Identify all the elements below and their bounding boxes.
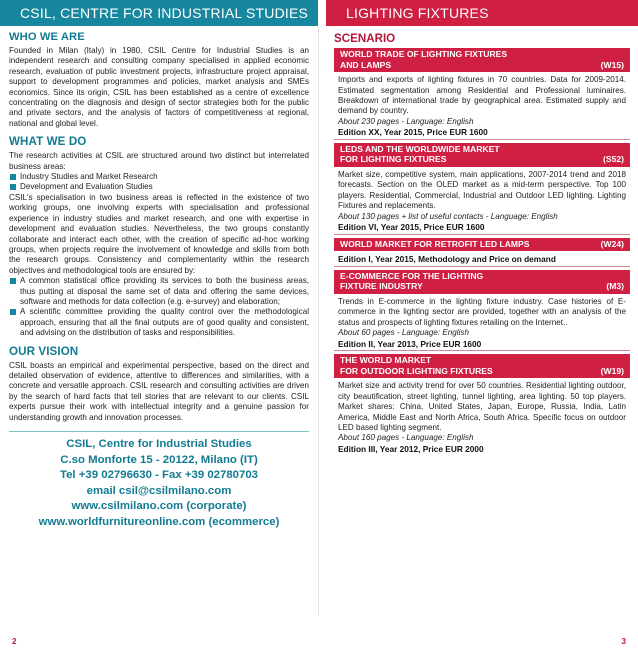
- square-bullet-icon: [10, 278, 16, 284]
- report-title-bar: [334, 143, 630, 167]
- contact-block: [9, 431, 309, 531]
- left-page: [0, 0, 318, 654]
- report-entry: [334, 238, 630, 267]
- report-description: Trends in E-commerce in the lighting fixture industry. Case histories of E-commerce in the lighting sector are provided, together with an analysis of the status and prospects of lighting fixtures retailing on the Internet..: [338, 297, 626, 327]
- contact-phone: Tel +39 02796630 - Fax +39 02780703: [59, 469, 259, 482]
- our-vision-heading: OUR VISION: [9, 344, 79, 358]
- report-title-line: FOR OUTDOOR LIGHTING FIXTURES: [340, 365, 493, 376]
- scenario-heading: SCENARIO: [334, 32, 396, 45]
- report-title-line: AND LAMPS: [340, 59, 392, 70]
- page-number-left: 2: [12, 637, 17, 646]
- report-meta: About 230 pages - Language: English: [338, 116, 474, 126]
- report-entry: [334, 143, 630, 235]
- square-bullet-icon: [10, 184, 16, 190]
- report-entry: [334, 48, 630, 140]
- report-entry: [334, 270, 630, 351]
- report-title-bar: [334, 238, 630, 252]
- what-we-do-heading: WHAT WE DO: [9, 135, 87, 149]
- report-title-line: WORLD MARKET FOR RETROFIT LED LAMPS: [340, 238, 530, 249]
- ensured-item: A common statistical office providing its services to both the business areas, thus putting at disposal the same set of data and offering the same devices, software and methods for data collection (e.g. e-survey) and elaboration;: [9, 276, 309, 307]
- report-title-line: THE WORLD MARKET: [340, 355, 432, 366]
- report-description: Imports and exports of lighting fixtures in 70 countries. Data for 2009-2014. Estimated segmentation among Residential and Professional luminaires. Breakdown of international trade by geographical area. Estimated supply and demand by country.: [338, 75, 626, 116]
- right-page: [326, 0, 638, 654]
- report-edition: Edition I, Year 2015, Methodology and Price on demand: [338, 254, 556, 265]
- report-meta: About 160 pages - Language: English: [338, 433, 474, 443]
- what-we-do-text: CSIL's specialisation in two business areas is reflected in the existence of two working groups, one involving experts with specialisation and professional experience in industry studies and market research, and one with expertise in development and evaluation studies. Nevertheless, the two groups constantly collaborate and interact each other, with the creation of specific ad-hoc working groups, when projects require the involvement of knowledge and skills from both the research groups. Consistency and complementarity within the research objectives and methodological tools are ensured by:: [9, 192, 309, 275]
- page-divider: [318, 26, 319, 616]
- left-section-band: CSIL, CENTRE FOR INDUSTRIAL STUDIES: [0, 0, 318, 26]
- report-description: Market size, competitive system, main applications, 2007-2014 trend and 2018 forecasts. Section on the OLED market as a mid-term perspective. Top 100 players. Residential, Commercial, Industrial and Outdoor LED lighting. Lighting Fixtures and replacements.: [338, 170, 626, 211]
- report-title-line: WORLD TRADE OF LIGHTING FIXTURES: [340, 49, 508, 59]
- contact-address: C.so Monforte 15 - 20122, Milano (IT): [60, 453, 258, 466]
- report-title-line: FIXTURE INDUSTRY: [340, 281, 423, 292]
- contact-website-corporate[interactable]: www.csilmilano.com (corporate): [71, 500, 247, 513]
- report-description: Market size and activity trend for over 50 countries. Residential lighting outdoor, city beautification, street lighting, tunnel lighting, area lighting. 50 top players. Market shares: China, United States, Japan, Europe, Russia, India, Latin America, Middle East and North Africa, South Africa. Specific focus on outdoor LED based lighting segment.: [338, 381, 626, 433]
- business-area-item: Development and Evaluation Studies: [9, 182, 309, 192]
- report-title-line: FOR LIGHTING FIXTURES: [340, 154, 447, 165]
- ensured-item: A scientific committee providing the quality control over the methodological approach, ensuring that all the final outputs are of good quality and consistent, and advising on the distribution of tasks and responsibilities.: [9, 307, 309, 338]
- business-area-item: Industry Studies and Market Research: [9, 172, 309, 182]
- what-we-do-intro: The research activities at CSIL are structured around two distinct but interrelated business areas:: [9, 151, 309, 171]
- report-code: (W19): [600, 365, 624, 376]
- square-bullet-icon: [10, 174, 16, 180]
- report-title-line: E-COMMERCE FOR THE LIGHTING: [340, 270, 484, 281]
- page-number-right: 3: [621, 637, 626, 646]
- report-code: (W15): [600, 59, 624, 70]
- report-title-bar: [334, 48, 630, 72]
- report-title-bar: [334, 354, 630, 378]
- who-we-are-heading: WHO WE ARE: [9, 31, 85, 43]
- report-title-line: LEDS AND THE WORLDWIDE MARKET: [340, 143, 500, 154]
- report-edition: Edition VI, Year 2015, Price EUR 1600: [338, 222, 485, 233]
- report-code: (W24): [600, 238, 624, 249]
- report-title-bar: [334, 270, 630, 294]
- square-bullet-icon: [10, 309, 16, 315]
- contact-website-ecommerce[interactable]: www.worldfurnitureonline.com (ecommerce): [38, 515, 280, 528]
- report-code: (S52): [602, 154, 624, 165]
- report-edition: Edition III, Year 2012, Price EUR 2000: [338, 443, 484, 454]
- contact-email[interactable]: email csil@csilmilano.com: [86, 484, 232, 497]
- report-edition: Edition XX, Year 2015, Price EUR 1600: [338, 127, 488, 138]
- report-meta: About 130 pages + list of useful contacts - Language: English: [338, 211, 558, 221]
- our-vision-text: CSIL boasts an empirical and experimental perspective, based on the direct and detailed observation of evidence, attentive to differences and similarities, with a concrete and versatile approach. CSIL research and consulting activities are driven by the search of hard facts that tell stories that are relevant to our clients. CSIL experts pursue their work with intellectual integrity and a genuine passion for understanding growth and innovation processes.: [9, 360, 309, 422]
- report-entry: [334, 354, 630, 455]
- report-code: (M3): [606, 281, 624, 292]
- who-we-are-text: Founded in Milan (Italy) in 1980, CSIL Centre for Industrial Studies is an independent research and consulting company specialised in applied economic research, evaluation of public investment projects, infrastructure project appraisal, support to development programmes and policies, market analysis and SMEs economics. Since its origin, CSIL has been established as a centre of excellence concentrating on the diagnosis and design of sector strategies both for the public and private sectors, and the analysis of factors of competitiveness at regional, national and global level.: [9, 46, 309, 128]
- report-meta: About 60 pages - Language: English: [338, 328, 469, 338]
- contact-company: CSIL, Centre for Industrial Studies: [66, 438, 252, 450]
- right-section-band: LIGHTING FIXTURES: [326, 0, 638, 26]
- report-edition: Edition II, Year 2013, Price EUR 1600: [338, 338, 482, 349]
